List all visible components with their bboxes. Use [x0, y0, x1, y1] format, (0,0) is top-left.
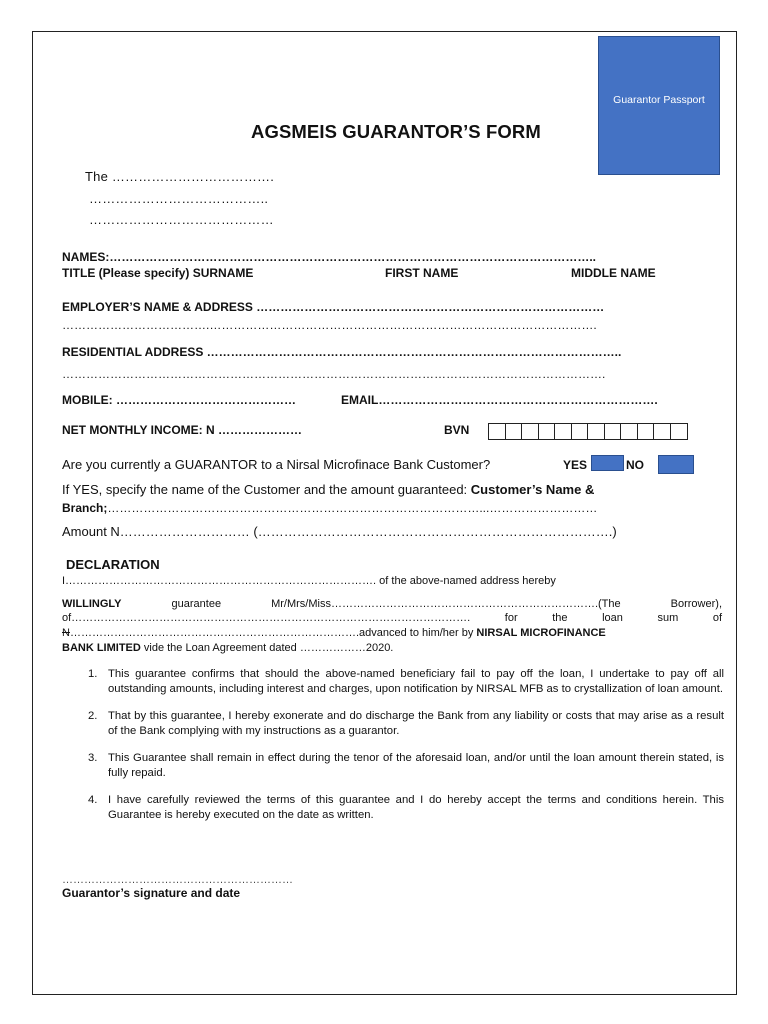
bank-name-bold: NIRSAL MICROFINANCE [476, 627, 606, 639]
passport-photo-box[interactable] [598, 36, 720, 175]
loan-agreement-text: vide the Loan Agreement dated ………………2020. [143, 642, 394, 654]
bvn-digit-cell[interactable] [489, 424, 506, 439]
declaration-loan-text: …………………………………………………………………….advanced to him/her by [69, 627, 474, 639]
first-name-label: FIRST NAME [385, 266, 459, 280]
addressee-line-3: …………………………………… [89, 212, 274, 227]
residential-field: RESIDENTIAL ADDRESS ………………………………………………………………………………………….. [62, 345, 622, 359]
term-item: 1. This guarantee confirms that should the above-named beneficiary fail to pay off the loan, I undertake to pay off all outstanding amounts, including interest and charges, upon notification by NIRSAL MFB as to crystallization of loan amount. [88, 668, 724, 695]
yes-checkbox[interactable] [591, 455, 624, 471]
signature-label: Guarantor’s signature and date [62, 886, 241, 900]
residential-line-2: ………………………………………………………………………………………………………………………. [62, 367, 606, 381]
signature-line[interactable]: ……………………………………………………… [62, 874, 293, 886]
bvn-digit-cell[interactable] [572, 424, 589, 439]
form-title: AGSMEIS GUARANTOR’S FORM [251, 121, 541, 142]
naira-symbol: N [62, 627, 70, 639]
bvn-input-boxes[interactable] [488, 423, 688, 440]
addressee-line-1: The ………………………………. [85, 169, 275, 184]
term-item: 3. This Guarantee shall remain in effect during the tenor of the aforesaid loan, and/or until the loan amount therein stated, is fully repaid. [88, 752, 724, 779]
if-yes-instruction [62, 482, 594, 497]
names-field: NAMES:………………………………………………………………………………………………………….. [62, 250, 596, 264]
no-checkbox[interactable] [658, 455, 694, 474]
title-surname-label: TITLE (Please specify) SURNAME [62, 266, 254, 280]
bvn-digit-cell[interactable] [539, 424, 556, 439]
declaration-guarantee-text: guarantee Mr/Mrs/Miss……………………………………………………………….(The Borrower), of………………………………………………………………………………………………. for the loan sum of [62, 598, 722, 624]
terms-list [78, 667, 724, 835]
declaration-line-3 [62, 627, 606, 639]
passport-label: Guarantor Passport [613, 94, 705, 106]
guarantor-question: Are you currently a GUARANTOR to a Nirsal Microfinace Bank Customer? [62, 457, 491, 472]
bvn-digit-cell[interactable] [654, 424, 671, 439]
yes-label: YES [563, 458, 588, 472]
customer-name-label: Customer’s Name & [470, 482, 595, 497]
term-item: 4. I have carefully reviewed the terms of this guarantee and I do hereby accept the terms and conditions herein. This Guarantee is hereby executed on the date as written. [88, 794, 724, 821]
declaration-body [62, 597, 722, 625]
bvn-digit-cell[interactable] [522, 424, 539, 439]
mobile-field: MOBILE: ……………………………………… [62, 393, 296, 407]
bvn-digit-cell[interactable] [621, 424, 638, 439]
bvn-digit-cell[interactable] [588, 424, 605, 439]
bvn-digit-cell[interactable] [605, 424, 622, 439]
employer-line-2: ……………………………….……………………………………………………………………………………. [62, 318, 597, 332]
amount-field: Amount N………………………… (……………………………………………………………………….) [62, 524, 617, 539]
email-field: EMAIL……………………………………………………………. [341, 393, 658, 407]
willingly-text: WILLINGLY [62, 598, 122, 610]
declaration-line-4 [62, 642, 393, 654]
addressee-line-2: ………………………………….. [89, 191, 269, 206]
bvn-digit-cell[interactable] [638, 424, 655, 439]
if-yes-text: If YES, specify the name of the Customer and the amount guaranteed: [62, 482, 468, 497]
branch-field [62, 501, 597, 515]
employer-field: EMPLOYER’S NAME & ADDRESS …………………………………………………………………………… [62, 300, 605, 314]
bvn-digit-cell[interactable] [555, 424, 572, 439]
branch-label: Branch; [62, 501, 108, 515]
term-item: 2. That by this guarantee, I hereby exonerate and do discharge the Bank from any liability or costs that may arise as a result of the Bank complying with my instructions as a guarantor. [88, 710, 724, 737]
bank-name-bold-2: BANK LIMITED [62, 642, 141, 654]
bvn-label: BVN [444, 423, 470, 437]
bvn-digit-cell[interactable] [506, 424, 523, 439]
branch-dots: …………………………………………………………………………………...……………………… [107, 501, 598, 515]
declaration-heading: DECLARATION [66, 557, 160, 572]
bvn-digit-cell[interactable] [671, 424, 688, 439]
middle-name-label: MIDDLE NAME [571, 266, 656, 280]
declaration-line-1: I…………………………………………………………………………. of the above-named address hereby [62, 575, 556, 587]
no-label: NO [626, 458, 644, 472]
net-monthly-income-field: NET MONTHLY INCOME: N ………………… [62, 423, 303, 437]
